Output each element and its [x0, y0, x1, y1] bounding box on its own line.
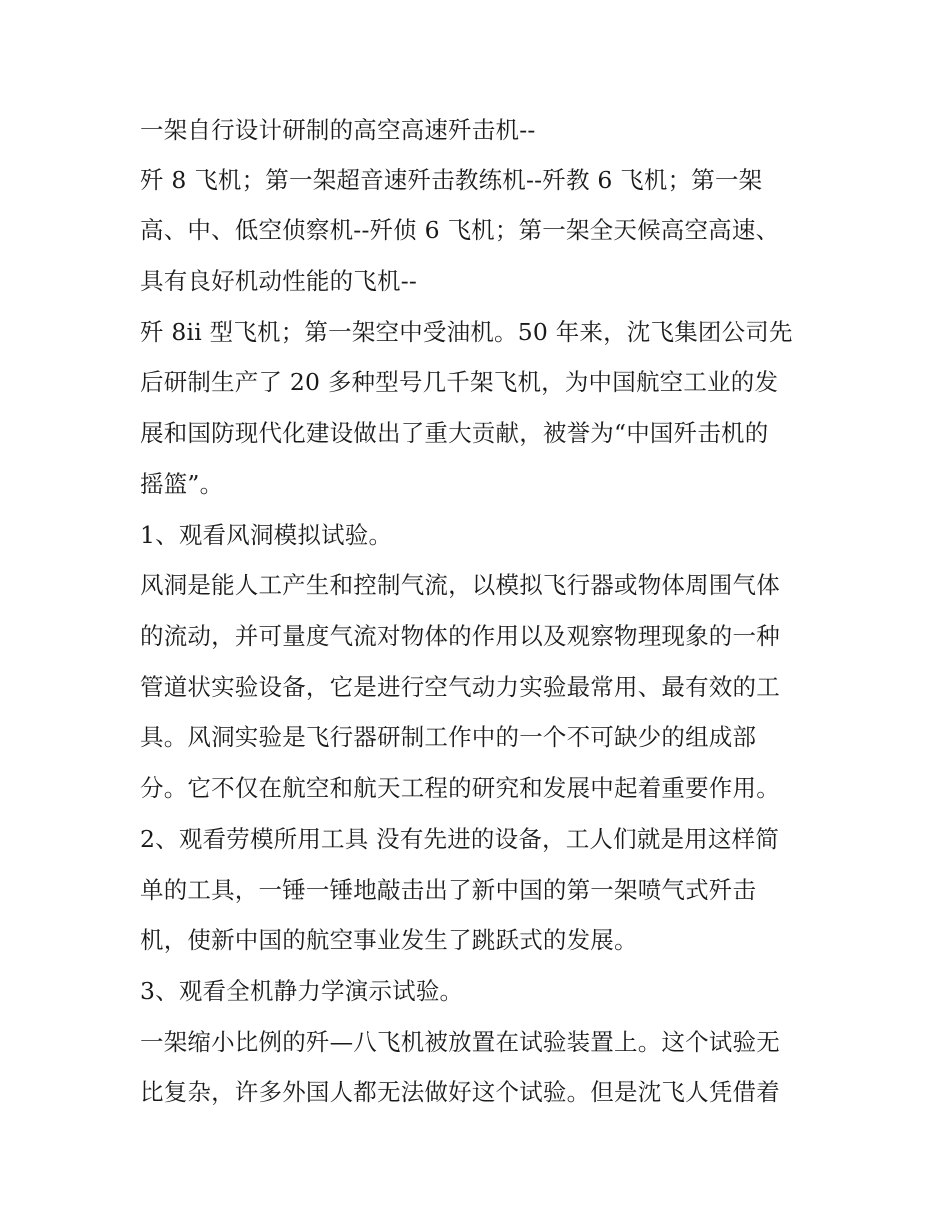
- text-line: 一架自行设计研制的高空高速歼击机--: [140, 116, 536, 144]
- text-line: 摇篮”。: [140, 470, 224, 498]
- text-line: 后研制生产了 20 多种型号几千架飞机，为中国航空工业的发: [140, 368, 779, 396]
- text-line: 单的工具，一锤一锤地敲击出了新中国的第一架喷气式歼击: [140, 876, 757, 904]
- text-line: 歼 8 飞机；第一架超音速歼击教练机--歼教 6 飞机；第一架: [140, 166, 763, 194]
- text-line: 比复杂，许多外国人都无法做好这个试验。但是沈飞人凭借着: [140, 1078, 780, 1106]
- text-line: 一架缩小比例的歼—八飞机被放置在试验装置上。这个试验无: [140, 1028, 780, 1056]
- text-line: 展和国防现代化建设做出了重大贡献，被誉为“中国歼击机的: [140, 419, 769, 447]
- text-line: 具。风洞实验是飞行器研制工作中的一个不可缺少的组成部: [140, 723, 757, 751]
- section-heading: 1、观看风洞模拟试验。: [140, 521, 393, 549]
- text-line: 机，使新中国的航空事业发生了跳跃式的发展。: [140, 926, 638, 954]
- text-line: 高、中、低空侦察机--歼侦 6 飞机；第一架全天候高空高速、: [140, 216, 780, 244]
- section-heading: 2、观看劳模所用工具 没有先进的设备，工人们就是用这样简: [140, 825, 780, 853]
- text-line: 管道状实验设备，它是进行空气动力实验最常用、最有效的工: [140, 673, 780, 701]
- text-line: 歼 8ii 型飞机；第一架空中受油机。50 年来，沈飞集团公司先: [140, 318, 793, 346]
- text-line: 的流动，并可量度气流对物体的作用以及观察物理现象的一种: [140, 622, 780, 650]
- section-heading: 3、观看全机静力学演示试验。: [140, 977, 464, 1005]
- text-line: 分。它不仅在航空和航天工程的研究和发展中起着重要作用。: [140, 774, 780, 802]
- text-line: 风洞是能人工产生和控制气流，以模拟飞行器或物体周围气体: [140, 571, 780, 599]
- text-line: 具有良好机动性能的飞机--: [140, 267, 417, 295]
